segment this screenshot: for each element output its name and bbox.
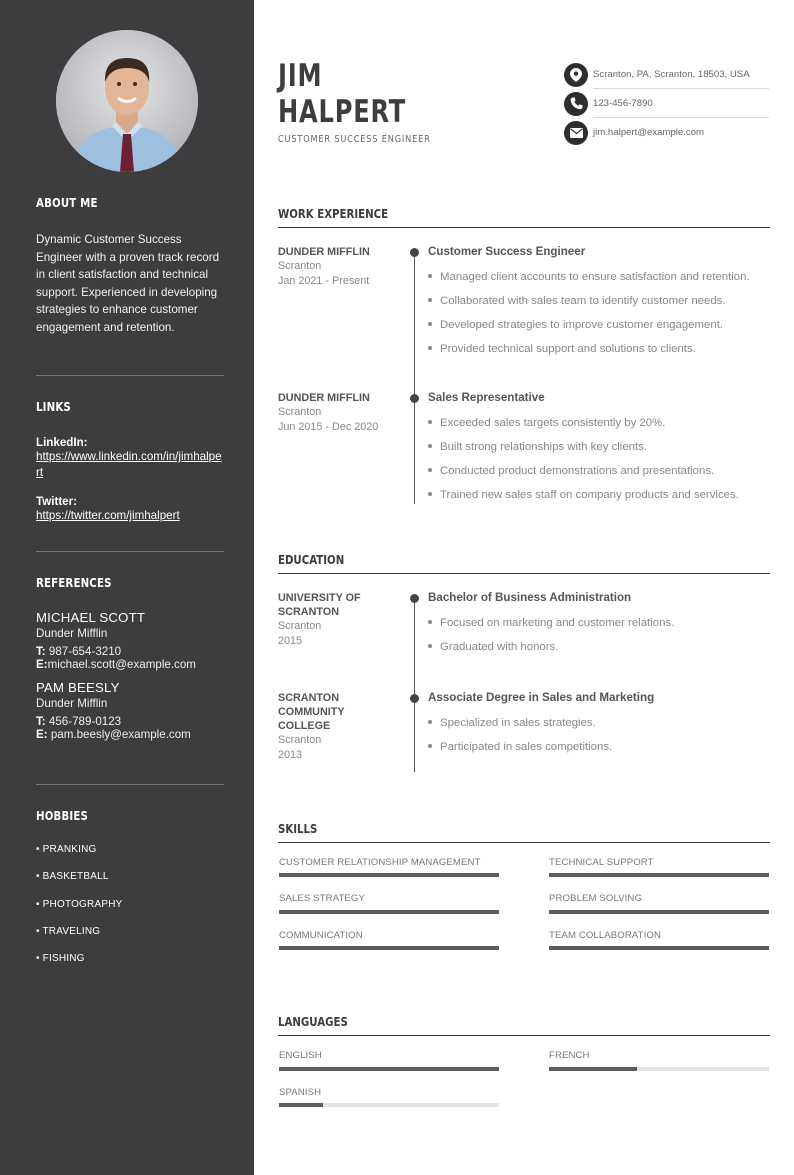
reference-phone <box>36 715 224 728</box>
education-bullet <box>428 717 596 729</box>
about-text: Dynamic Customer Success Engineer with a proven track record in client satisfaction and technical support. Experienced in developing strategies to enhance customer engagement and retention. <box>36 233 220 334</box>
email-icon <box>564 121 588 145</box>
language-bar <box>549 1067 769 1071</box>
sidebar <box>0 0 254 1175</box>
bullet-dot <box>428 298 432 302</box>
experience-org: DUNDER MIFFLIN <box>278 392 370 404</box>
hobby-item: • PRANKING <box>36 844 97 855</box>
bullet-dot <box>428 444 432 448</box>
skills-title: SKILLS <box>278 822 318 836</box>
contact-phone <box>564 89 770 118</box>
hobby-item: • TRAVELING <box>36 926 101 937</box>
language-label: ENGLISH <box>279 1050 322 1061</box>
bullet-dot <box>428 720 432 724</box>
language-bar-fill <box>279 1067 499 1071</box>
bullet-text: Developed strategies to improve customer engagement. <box>440 319 724 331</box>
reference-item <box>36 610 224 671</box>
section-rule <box>278 1035 770 1036</box>
bullet-dot <box>428 322 432 326</box>
education-dates: 2015 <box>278 635 303 647</box>
skill-label: SALES STRATEGY <box>279 893 365 904</box>
contact-email <box>564 118 770 147</box>
bullet-dot <box>428 274 432 278</box>
hobby-item: • BASKETBALL <box>36 871 109 882</box>
skill-bar <box>279 873 499 877</box>
experience-location: Scranton <box>278 260 322 272</box>
bullet-dot <box>428 346 432 350</box>
bullet-dot <box>428 744 432 748</box>
bullet-text: Provided technical support and solutions to clients. <box>440 343 696 355</box>
about-section <box>36 196 224 336</box>
first-name: JIM <box>278 58 323 94</box>
skill-bar <box>549 873 769 877</box>
phone-label: T: <box>36 715 46 728</box>
sidebar-divider <box>36 784 224 785</box>
language-bar <box>279 1103 499 1107</box>
experience-bullet <box>428 319 723 331</box>
timeline-line <box>414 598 415 772</box>
education-bullet <box>428 617 674 629</box>
link-twitter <box>36 495 224 524</box>
skill-bar <box>279 946 499 950</box>
bullet-text: Managed client accounts to ensure satisfaction and retention. <box>440 271 750 283</box>
skill-label: CUSTOMER RELATIONSHIP MANAGEMENT <box>279 857 481 868</box>
timeline-line <box>414 252 415 504</box>
email-text[interactable]: jim.halpert@example.com <box>593 127 705 138</box>
location-pin-icon <box>564 63 588 87</box>
phone-value: 456-789-0123 <box>48 715 122 728</box>
experience-bullet <box>428 489 739 501</box>
skill-label: TEAM COLLABORATION <box>549 930 661 941</box>
education-location: Scranton <box>278 734 322 746</box>
bullet-dot <box>428 644 432 648</box>
hobby-item: • PHOTOGRAPHY <box>36 899 123 910</box>
experience-bullet <box>428 441 647 453</box>
reference-email <box>36 658 224 671</box>
experience-dates: Jan 2021 - Present <box>278 275 370 287</box>
bullet-text: Graduated with honors. <box>440 641 559 653</box>
phone-icon <box>564 92 588 116</box>
timeline-dot <box>410 594 419 603</box>
experience-title: WORK EXPERIENCE <box>278 207 389 221</box>
sidebar-divider <box>36 375 224 376</box>
skill-label: PROBLEM SOLVING <box>549 893 643 904</box>
education-org: SCRANTON COMMUNITY COLLEGE <box>278 692 345 732</box>
skill-bar-fill <box>279 873 499 877</box>
phone-label: T: <box>36 645 46 658</box>
section-rule <box>278 573 770 574</box>
education-dates: 2013 <box>278 749 303 761</box>
education-location: Scranton <box>278 620 322 632</box>
reference-name: MICHAEL SCOTT <box>36 610 146 625</box>
contact-address <box>564 60 770 89</box>
link-label: Twitter: <box>36 495 78 508</box>
bullet-dot <box>428 420 432 424</box>
link-linkedin <box>36 436 224 481</box>
skill-bar-fill <box>279 946 499 950</box>
timeline-dot <box>410 694 419 703</box>
language-bar-fill <box>279 1103 323 1107</box>
experience-bullet <box>428 465 714 477</box>
experience-dates: Jun 2015 - Dec 2020 <box>278 421 379 433</box>
about-title: ABOUT ME <box>36 196 98 210</box>
phone-value: 987-654-3210 <box>48 645 122 658</box>
skill-bar-fill <box>279 910 499 914</box>
reference-email <box>36 728 224 741</box>
reference-company: Dunder Mifflin <box>36 627 108 640</box>
email-label: E: <box>36 658 48 671</box>
twitter-link[interactable]: https://twitter.com/jimhalpert <box>36 509 180 522</box>
last-name: HALPERT <box>278 94 407 130</box>
job-role: CUSTOMER SUCCESS ENGINEER <box>278 134 431 145</box>
reference-phone <box>36 645 224 658</box>
timeline-dot <box>410 248 419 257</box>
education-org: UNIVERSITY OF SCRANTON <box>278 592 361 618</box>
portrait-image <box>56 30 198 172</box>
skill-bar <box>549 946 769 950</box>
section-rule <box>278 227 770 228</box>
experience-bullet <box>428 417 665 429</box>
bullet-text: Trained new sales staff on company products and services. <box>440 489 739 501</box>
experience-org: DUNDER MIFFLIN <box>278 246 370 258</box>
education-degree: Bachelor of Business Administration <box>428 591 632 604</box>
skill-bar-fill <box>549 946 769 950</box>
language-bar <box>279 1067 499 1071</box>
skill-bar <box>279 910 499 914</box>
education-bullet <box>428 641 558 653</box>
bullet-dot <box>428 620 432 624</box>
references-section <box>36 576 224 741</box>
address-text: Scranton, PA, Scranton, 18503, USA <box>593 69 750 80</box>
section-rule <box>278 842 770 843</box>
email-label: E: <box>36 728 48 741</box>
links-section <box>36 400 224 524</box>
education-title: EDUCATION <box>278 553 345 567</box>
language-label: FRENCH <box>549 1050 590 1061</box>
hobbies-title: HOBBIES <box>36 809 89 823</box>
experience-position: Sales Representative <box>428 391 545 404</box>
language-bar-fill <box>549 1067 637 1071</box>
reference-name: PAM BEESLY <box>36 680 120 695</box>
sidebar-divider <box>36 551 224 552</box>
bullet-dot <box>428 492 432 496</box>
link-label: LinkedIn: <box>36 436 88 449</box>
skill-label: TECHNICAL SUPPORT <box>549 857 654 868</box>
skill-bar-fill <box>549 873 769 877</box>
skill-bar-fill <box>549 910 769 914</box>
timeline-dot <box>410 394 419 403</box>
languages-title: LANGUAGES <box>278 1015 348 1029</box>
linkedin-link[interactable]: https://www.linkedin.com/in/jimhalpert <box>36 450 222 479</box>
experience-bullet <box>428 271 750 283</box>
bullet-text: Collaborated with sales team to identify customer needs. <box>440 295 726 307</box>
experience-location: Scranton <box>278 406 322 418</box>
experience-bullet <box>428 343 696 355</box>
experience-bullet <box>428 295 726 307</box>
reference-company: Dunder Mifflin <box>36 697 108 710</box>
phone-text: 123-456-7890 <box>593 98 653 109</box>
skill-bar <box>549 910 769 914</box>
bullet-text: Built strong relationships with key clients. <box>440 441 648 453</box>
education-degree: Associate Degree in Sales and Marketing <box>428 691 655 704</box>
bullet-text: Focused on marketing and customer relations. <box>440 617 675 629</box>
references-title: REFERENCES <box>36 576 112 590</box>
skill-label: COMMUNICATION <box>279 930 363 941</box>
bullet-text: Specialized in sales strategies. <box>440 717 596 729</box>
bullet-dot <box>428 468 432 472</box>
email-value: pam.beesly@example.com <box>50 728 191 741</box>
language-label: SPANISH <box>279 1087 322 1098</box>
email-value: michael.scott@example.com <box>47 658 196 671</box>
reference-item <box>36 680 224 741</box>
bullet-text: Participated in sales competitions. <box>440 741 613 753</box>
profile-photo <box>56 30 198 172</box>
experience-position: Customer Success Engineer <box>428 245 586 258</box>
hobby-item: • FISHING <box>36 953 85 964</box>
bullet-text: Conducted product demonstrations and presentations. <box>440 465 715 477</box>
bullet-text: Exceeded sales targets consistently by 20%. <box>440 417 666 429</box>
hobbies-section <box>36 809 224 823</box>
links-title: LINKS <box>36 400 71 414</box>
education-bullet <box>428 741 612 753</box>
